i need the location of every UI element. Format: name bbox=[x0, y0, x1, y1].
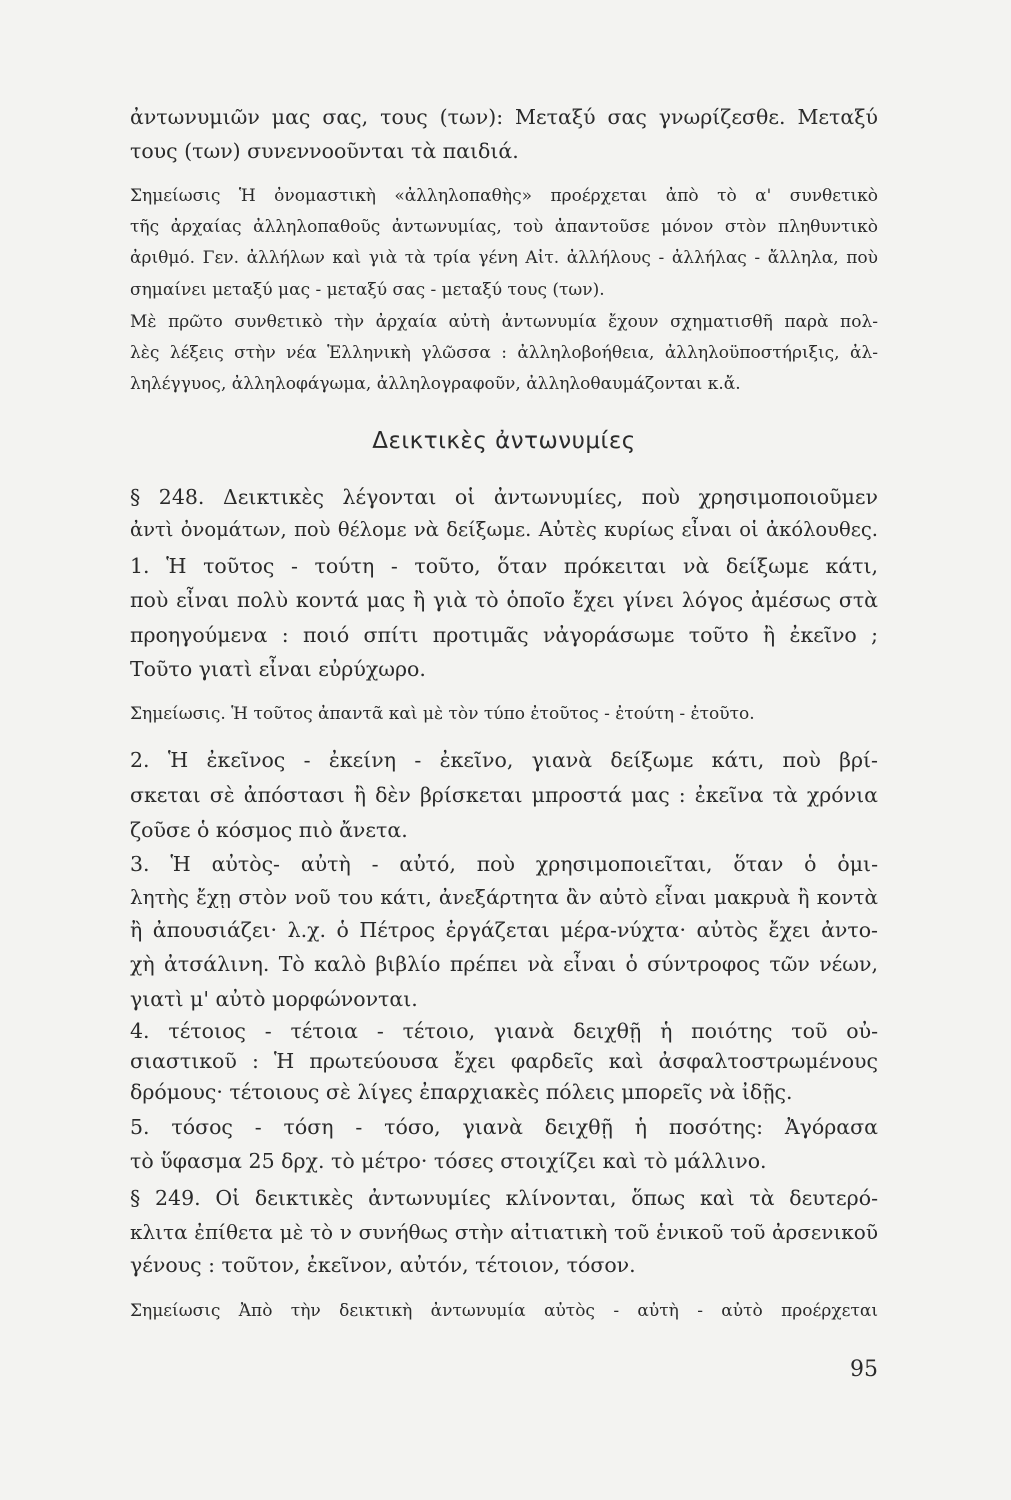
note-line: Σημείωσις Ἀπὸ τὴν δεικτικὴ ἀντωνυμία αὐτὸς - αὐτὴ - αὐτὸ προέρχεται bbox=[130, 1301, 878, 1321]
text-line: Τοῦτο γιατὶ εἶναι εὐρύχωρο. bbox=[130, 657, 426, 681]
text-line: γιατὶ μ' αὐτὸ μορφώνονται. bbox=[130, 987, 418, 1011]
text-line: κλιτα ἐπίθετα μὲ τὸ ν συνήθως στὴν αἰτιατικὴ τοῦ ἑνικοῦ τοῦ ἀρσενικοῦ bbox=[130, 1220, 878, 1244]
text-line: τους (των) συνεννοοῦνται τὰ παιδιά. bbox=[130, 139, 519, 163]
text-line: ἢ ἀπουσιάζει· λ.χ. ὁ Πέτρος ἐργάζεται μέρα-νύχτα· αὐτὸς ἔχει ἀντο- bbox=[130, 918, 878, 942]
text-line: τὸ ὕφασμα 25 δρχ. τὸ μέτρο· τόσες στοιχίζει καὶ τὸ μάλλινο. bbox=[130, 1149, 767, 1173]
text-line: ποὺ εἶναι πολὺ κοντά μας ἢ γιὰ τὸ ὁποῖο ἔχει γίνει λόγος ἀμέσως στὰ bbox=[130, 588, 878, 612]
text-line: 3. Ἡ αὐτὸς- αὐτὴ - αὐτό, ποὺ χρησιμοποιεῖται, ὅταν ὁ ὁμι- bbox=[130, 852, 878, 876]
text-line: σιαστικοῦ : Ἡ πρωτεύουσα ἔχει φαρδεῖς καὶ ἀσφαλτοστρωμένους bbox=[130, 1049, 878, 1073]
note-line: ληλέγγυος, ἀλληλοφάγωμα, ἀλληλογραφοῦν, ἀλληλοθαυμάζονται κ.ἄ. bbox=[130, 374, 741, 394]
note-line: Μὲ πρῶτο συνθετικὸ τὴν ἀρχαία αὐτὴ ἀντωνυμία ἔχουν σχηματισθῆ παρὰ πολ- bbox=[130, 312, 878, 332]
text-line: σκεται σὲ ἀπόστασι ἢ δὲν βρίσκεται μπροστά μας : ἐκεῖνα τὰ χρόνια bbox=[130, 783, 878, 807]
text-line: § 249. Οἱ δεικτικὲς ἀντωνυμίες κλίνονται, ὅπως καὶ τὰ δευτερό- bbox=[130, 1186, 878, 1210]
note-line: λὲς λέξεις στὴν νέα Ἑλληνικὴ γλῶσσα : ἀλληλοβοήθεια, ἀλληλοϋποστήριξις, ἀλ- bbox=[130, 343, 878, 363]
note-line: Σημείωσις Ἡ ὀνομαστικὴ «ἀλληλοπαθὴς» προέρχεται ἀπὸ τὸ α' συνθετικὸ bbox=[130, 186, 878, 206]
text-line: 5. τόσος - τόση - τόσο, γιανὰ δειχθῇ ἡ ποσότης: Ἀγόρασα bbox=[130, 1115, 878, 1139]
text-line: λητὴς ἔχῃ στὸν νοῦ του κάτι, ἀνεξάρτητα ἂν αὐτὸ εἶναι μακρυὰ ἢ κοντὰ bbox=[130, 885, 878, 909]
note-line: ἀριθμό. Γεν. ἀλλήλων καὶ γιὰ τὰ τρία γένη Αἰτ. ἀλλήλους - ἀλλήλας - ἄλληλα, ποὺ bbox=[130, 248, 878, 268]
note-line: Σημείωσις. Ἡ τοῦτος ἀπαντᾶ καὶ μὲ τὸν τύπο ἐτοῦτος - ἐτούτη - ἐτοῦτο. bbox=[130, 704, 755, 724]
page-number: 95 bbox=[850, 1357, 878, 1382]
text-line: γένους : τοῦτον, ἐκεῖνον, αὐτόν, τέτοιον, τόσον. bbox=[130, 1253, 636, 1277]
section-heading: Δεικτικὲς ἀντωνυμίες bbox=[372, 428, 636, 454]
text-line: § 248. Δεικτικὲς λέγονται οἱ ἀντωνυμίες, ποὺ χρησιμοποιοῦμεν bbox=[130, 485, 878, 509]
text-line: 2. Ἡ ἐκεῖνος - ἐκείνη - ἐκεῖνο, γιανὰ δείξωμε κάτι, ποὺ βρί- bbox=[130, 748, 878, 772]
text-line: 4. τέτοιος - τέτοια - τέτοιο, γιανὰ δειχθῇ ἡ ποιότης τοῦ οὐ- bbox=[130, 1019, 878, 1043]
text-line: ἀντωνυμιῶν μας σας, τους (των): Μεταξύ σας γνωρίζεσθε. Μεταξύ bbox=[130, 105, 878, 129]
text-line: προηγούμενα : ποιό σπίτι προτιμᾶς νἀγοράσωμε τοῦτο ἢ ἐκεῖνο ; bbox=[130, 623, 878, 647]
text-line: δρόμους· τέτοιους σὲ λίγες ἐπαρχιακὲς πόλεις μπορεῖς νὰ ἰδῇς. bbox=[130, 1080, 793, 1104]
text-line: χὴ ἀτσάλινη. Τὸ καλὸ βιβλίο πρέπει νὰ εἶναι ὁ σύντροφος τῶν νέων, bbox=[130, 952, 878, 976]
text-line: ζοῦσε ὁ κόσμος πιὸ ἄνετα. bbox=[130, 818, 408, 842]
note-line: σημαίνει μεταξύ μας - μεταξύ σας - μεταξύ τους (των). bbox=[130, 280, 605, 300]
text-line: 1. Ἡ τοῦτος - τούτη - τοῦτο, ὅταν πρόκειται νὰ δείξωμε κάτι, bbox=[130, 554, 878, 578]
text-line: ἀντὶ ὀνομάτων, ποὺ θέλομε νὰ δείξωμε. Αὐτὲς κυρίως εἶναι οἱ ἀκόλουθες. bbox=[130, 518, 878, 541]
note-line: τῆς ἀρχαίας ἀλληλοπαθοῦς ἀντωνυμίας, τοὺ ἀπαντοῦσε μόνον στὸν πληθυντικὸ bbox=[130, 217, 878, 237]
